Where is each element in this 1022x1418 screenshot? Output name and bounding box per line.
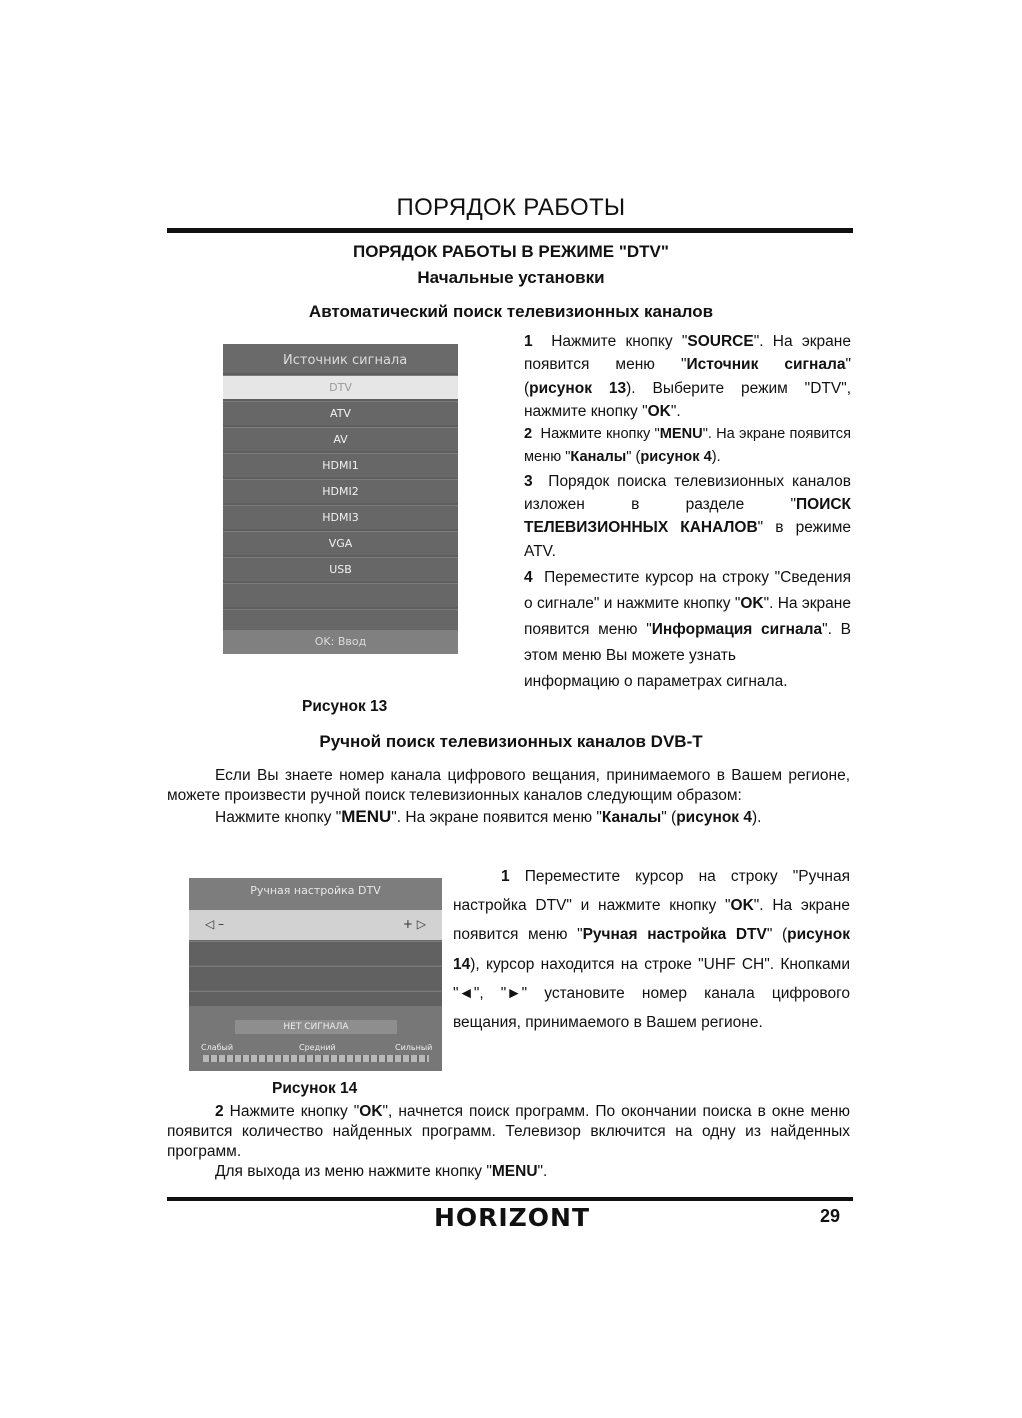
signal-strength-bar: [203, 1055, 429, 1062]
page-number: 29: [820, 1206, 841, 1226]
source-item-vga: VGA: [223, 531, 458, 555]
manual-step-1: 1 Переместите курсор на строку "Ручная настройка DTV" и нажмите кнопку "OK". На экране появится меню "Ручная настройка DTV" (рисунок 14), курсор находится на строке "UHF CH". Кнопками "◄", "►" установите номер канала цифрового вещания, принимаемого в Вашем регионе.: [453, 868, 850, 1032]
channel-selector-row: [189, 910, 442, 940]
source-item-empty: [223, 583, 458, 607]
section-title: ПОРЯДОК РАБОТЫ В РЕЖИМЕ "DTV": [353, 242, 669, 261]
brand-logo: HORIZONT: [433, 1203, 591, 1232]
left-arrow-icon: ◁ –: [205, 917, 225, 931]
no-signal-label: НЕТ СИГНАЛА: [235, 1020, 397, 1034]
manual-step-2: 2 Нажмите кнопку "OK", начнется поиск программ. По окончании поиска в окне меню появится количество найденных программ. Телевизор включится на одну из найденных программ.: [167, 1103, 850, 1160]
signal-strong-label: Сильный: [395, 1043, 433, 1052]
auto-step-3: 3 Порядок поиска телевизионных каналов изложен в разделе "ПОИСК ТЕЛЕВИЗИОННЫХ КАНАЛОВ" в режиме ATV.: [524, 472, 851, 560]
menu-row-empty: [189, 941, 442, 965]
manual-step-2-block: [167, 1102, 850, 1182]
page-header-title: ПОРЯДОК РАБОТЫ: [396, 194, 626, 221]
auto-search-steps: [524, 330, 851, 695]
auto-step-1: 1 Нажмите кнопку "SOURCE". На экране появится меню "Источник сигнала" (рисунок 13). Выберите режим "DTV", нажмите кнопку "OK".: [524, 333, 851, 420]
auto-step-2: 2 Нажмите кнопку "MENU". На экране появится меню "Каналы" (рисунок 4).: [524, 426, 851, 466]
source-item-av: AV: [223, 427, 458, 451]
section-subtitle: Начальные установки: [417, 268, 605, 287]
figure13-caption: Рисунок 13: [302, 698, 388, 715]
header-divider: [167, 228, 853, 233]
manual-exit: Для выхода из меню нажмите кнопку "MENU".: [215, 1163, 548, 1180]
source-item-hdmi3: HDMI3: [223, 505, 458, 529]
source-item-usb: USB: [223, 557, 458, 581]
signal-medium-label: Средний: [299, 1043, 336, 1052]
manual-search-heading: Ручной поиск телевизионных каналов DVB-T: [319, 732, 703, 751]
source-menu-figure: [223, 344, 458, 654]
source-item-hdmi2: HDMI2: [223, 479, 458, 503]
footer-divider: [167, 1197, 853, 1201]
auto-step-4-tail: информацию о параметрах сигнала.: [524, 672, 788, 690]
manual-intro: [167, 766, 850, 829]
auto-search-heading: Автоматический поиск телевизионных каналов: [308, 302, 714, 321]
manual-dtv-menu-figure: [189, 878, 442, 1071]
menu-row-empty: [189, 966, 442, 990]
right-arrow-icon: + ▷: [402, 917, 426, 931]
source-item-atv: ATV: [223, 401, 458, 425]
manual-menu-title: Ручная настройка DTV: [189, 878, 442, 910]
source-item-hdmi1: HDMI1: [223, 453, 458, 477]
source-item-dtv: DTV: [223, 375, 458, 399]
figure14-caption: Рисунок 14: [272, 1080, 358, 1097]
signal-weak-label: Слабый: [201, 1043, 234, 1052]
source-menu-footer: OK: Ввод: [223, 630, 458, 654]
source-menu-title: Источник сигнала: [223, 344, 458, 373]
manual-intro-text: Если Вы знаете номер канала цифрового вещания, принимаемого в Вашем регионе, можете произвести ручной поиск телевизионных каналов следующим образом:: [167, 767, 850, 804]
manual-press-menu: Нажмите кнопку "MENU". На экране появится меню "Каналы" (рисунок 4).: [215, 807, 762, 826]
auto-step-4: 4 Переместите курсор на строку "Сведения о сигнале" и нажмите кнопку "OK". На экране появится меню "Информация сигнала". В этом меню Вы можете узнать: [524, 568, 851, 664]
